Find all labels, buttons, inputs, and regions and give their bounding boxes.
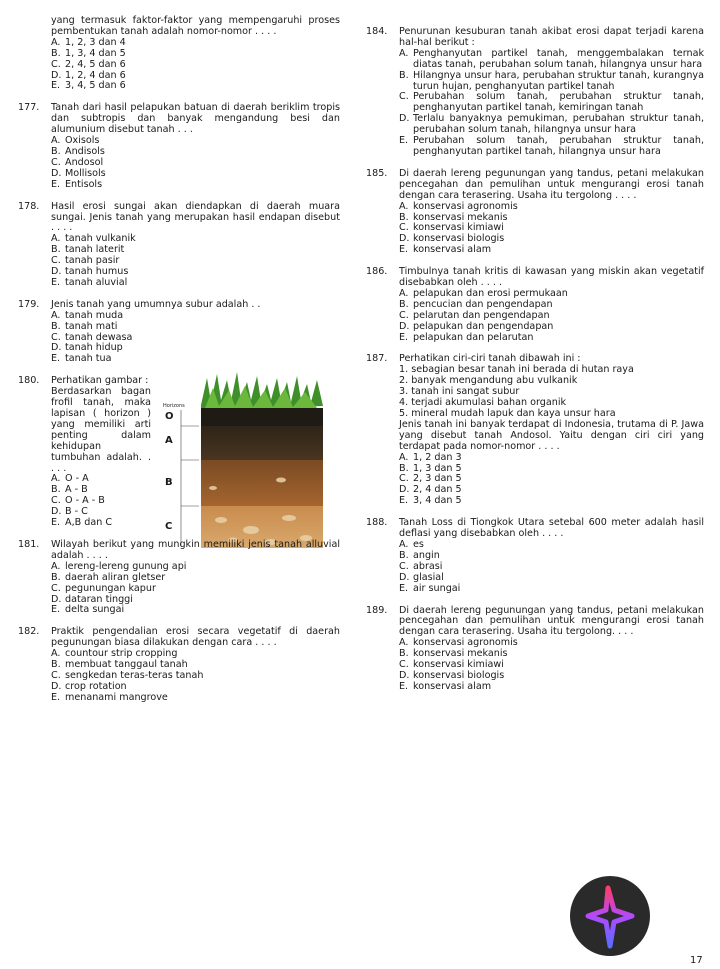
question-179 [18,300,340,365]
option-b[interactable]: B. Hilangnya unsur hara, perubahan struktur tanah, kurangnya turun hujan, penghanyutan partikel tanah [399,69,704,92]
horizon-b-band [201,460,323,506]
question-number: 187. [366,353,388,365]
option-c[interactable]: C. pelarutan dan pengendapan [399,309,550,321]
option-b[interactable]: B. konservasi mekanis [399,211,508,223]
option-c[interactable]: C. Perubahan solum tanah, perubahan struktur tanah, penghanyutan partikel tanah, kemiringan tanah [399,91,704,114]
horizon-label-b: B [165,477,173,489]
option-e[interactable]: E. konservasi alam [399,680,492,692]
option-e[interactable]: E. konservasi alam [399,244,492,256]
option-b[interactable]: B. konservasi mekanis [399,648,508,660]
question-number: 181. [18,538,40,550]
question-stem: Praktik pengendalian erosi secara vegetatif di daerah pegunungan biasa dilakukan dengan cara . . . . [51,626,340,649]
question-number: 185. [366,167,388,179]
option-b[interactable]: B. Andisols [51,145,105,157]
option-e[interactable]: E. Perubahan solum tanah, perubahan struktur tanah, penghanyutan partikel tanah, hilangnya unsur hara [399,135,704,157]
question-stem: Hasil erosi sungai akan diendapkan di daerah muara sungai. Jenis tanah yang merupakan hasil endapan disebut . . . . [51,200,340,234]
question-186 [366,267,704,343]
option-d[interactable]: D. 1, 2, 4 dan 6 [51,69,126,81]
option-c[interactable]: C. tanah pasir [51,255,120,267]
option-a[interactable]: A. konservasi agronomis [399,200,518,212]
characteristic-item: 3. tanah ini sangat subur [399,386,520,398]
option-a[interactable]: A. 1, 2, 3 dan 4 [51,36,126,48]
question-stem: Wilayah berikut yang mungkin memiliki jenis tanah alluvial adalah . . . . [51,538,340,561]
option-c[interactable]: C. 2, 4, 5 dan 6 [51,58,126,70]
option-a[interactable]: A. tanah vulkanik [51,233,136,245]
option-b[interactable]: B. tanah mati [51,320,118,332]
option-b[interactable]: B. angin [399,549,440,561]
option-d[interactable]: D. glasial [399,571,444,583]
soil-profile-illustration [161,370,331,552]
option-d[interactable]: D. crop rotation [51,680,127,692]
question-stem: Timbulnya tanah kritis di kawasan yang miskin akan vegetatif disebabkan oleh . . . . [399,266,704,289]
option-c[interactable]: C. sengkedan teras-teras tanah [51,669,204,681]
option-c[interactable]: C. 2, 3 dan 5 [399,473,462,485]
question-stem: Jenis tanah yang umumnya subur adalah . . [51,298,261,310]
option-a[interactable]: A. lereng-lereng gunung api [51,560,187,572]
option-a[interactable]: A. konservasi agronomis [399,637,518,649]
horizon-a-band [201,426,323,460]
question-177 [18,103,340,190]
question-number: 186. [366,266,388,278]
option-e[interactable]: E. Entisols [51,178,103,190]
question-stem: Penurunan kesuburan tanah akibat erosi dapat terjadi karena hal-hal berikut : [399,26,704,48]
option-d[interactable]: D. B - C [51,506,88,518]
question-number: 180. [18,375,40,387]
question-178 [18,202,340,289]
option-a[interactable]: A. es [399,538,424,550]
question-number: 182. [18,626,40,638]
app-logo [570,876,650,956]
horizon-o-band [201,408,323,426]
sparkle-star-icon [570,876,650,956]
grass-layer [201,372,323,410]
characteristic-item: 2. banyak mengandung abu vulkanik [399,375,578,387]
option-c[interactable]: C. konservasi kimiawi [399,222,504,234]
right-column [366,27,704,693]
question-number: 177. [18,102,40,114]
option-e[interactable]: E. 3, 4, 5 dan 6 [51,80,126,92]
horizon-label-c: C [165,521,173,533]
question-184 [366,27,704,158]
question-stem: Berdasarkan bagan frofil tanah, maka lapisan ( horizon ) yang memiliki arti penting dalam kehidupan tumbuhan adalah. . . . . [51,386,151,474]
question-180 [18,375,340,533]
characteristic-item: 4. terjadi akumulasi bahan organik [399,397,567,409]
question-stem: Perhatikan ciri-ciri tanah dibawah ini : [399,353,581,365]
question-stem-continued: Jenis tanah ini banyak terdapat di Indonesia, trutama di P. Jawa yang disebut tanah Andosol. Yaitu dengan ciri ciri yang terdapat pada nomor-nomor . . . . [399,418,704,452]
option-a[interactable]: A. Penghanyutan partikel tanah, menggembalakan ternak diatas tanah, perubahan solum tanah, hilangnya unsur hara [399,47,704,70]
question-stem: yang termasuk faktor-faktor yang mempengaruhi proses pembentukan tanah adalah nomor-nomor . . . . [51,15,340,37]
question-stem: Di daerah lereng pegunungan yang tandus, petani melakukan pencegahan dan pemulihan untuk mengurangi erosi tanah dengan cara terasering. Usaha itu tergolong . . . . [399,167,704,201]
question-number: 188. [366,517,388,529]
soil-profile-figure [161,370,331,552]
question-stem: Tanah dari hasil pelapukan batuan di daerah beriklim tropis dan subtropis dan banyak mengandung besi dan alumunium disebut tanah . . . [51,102,340,136]
option-d[interactable]: D. Terlalu banyaknya pemukiman, perubahan struktur tanah, perubahan solum tanah, hilangnya unsur hara [399,113,704,136]
option-a[interactable]: A. 1, 2 dan 3 [399,451,462,463]
option-b[interactable]: B. tanah laterit [51,244,125,256]
option-b[interactable]: B. 1, 3, 4 dan 5 [51,47,126,59]
option-b[interactable]: B. membuat tanggaul tanah [51,659,188,671]
option-d[interactable]: D. konservasi biologis [399,669,505,681]
option-e[interactable]: E. air sungai [399,582,461,594]
option-e[interactable]: E. A,B dan C [51,517,113,529]
option-d[interactable]: D. tanah hidup [51,342,123,354]
option-e[interactable]: E. 3, 4 dan 5 [399,495,462,507]
option-d[interactable]: D. dataran tinggi [51,593,133,605]
question-number: 189. [366,604,388,616]
option-a[interactable]: A. Oxisols [51,135,100,147]
question-185 [366,169,704,256]
horizons-heading: Horizons [163,403,185,410]
option-e[interactable]: E. tanah aluvial [51,276,128,288]
option-c[interactable]: C. O - A - B [51,495,105,507]
question-189 [366,606,704,693]
question-number: 179. [18,298,40,310]
question-187 [366,354,704,507]
option-c[interactable]: C. Andosol [51,156,104,168]
option-c[interactable]: C. abrasi [399,560,443,572]
option-b[interactable]: B. 1, 3 dan 5 [399,462,462,474]
option-d[interactable]: D. tanah humus [51,266,129,278]
option-d[interactable]: D. 2, 4 dan 5 [399,484,462,496]
left-column [18,16,340,704]
option-b[interactable]: B. pencucian dan pengendapan [399,298,553,310]
option-e[interactable]: E. menanami mangrove [51,691,168,703]
option-a[interactable]: A. O - A [51,473,89,485]
option-a[interactable]: A. pelapukan dan erosi permukaan [399,287,568,299]
question-stem: Tanah Loss di Tiongkok Utara setebal 600 meter adalah hasil deflasi yang disebabkan oleh . . . . [399,517,704,540]
question-182 [18,627,340,703]
question-number: 184. [366,26,388,37]
option-c[interactable]: C. pegunungan kapur [51,582,156,594]
horizon-label-o: O [165,411,174,423]
option-a[interactable]: A. countour strip cropping [51,648,178,660]
option-a[interactable]: A. tanah muda [51,309,124,321]
horizon-label-a: A [165,435,173,447]
question-188 [366,518,704,594]
option-c[interactable]: C. tanah dewasa [51,331,133,343]
option-d[interactable]: D. pelapukan dan pengendapan [399,320,554,332]
option-d[interactable]: D. konservasi biologis [399,233,505,245]
option-b[interactable]: B. A - B [51,484,88,496]
question-stem-line1: Perhatikan gambar : [51,375,149,387]
question-181 [18,540,340,616]
question-176-continued [18,16,340,92]
characteristic-item: 5. mineral mudah lapuk dan kaya unsur hara [399,408,616,419]
option-d[interactable]: D. Mollisols [51,167,106,179]
question-stem: Di daerah lereng pegunungan yang tandus, petani melakukan pencegahan dan pemulihan untuk mengurangi erosi tanah dengan cara terasering. Usaha itu tergolong. . . . [399,604,704,638]
characteristic-item: 1. sebagian besar tanah ini berada di hutan raya [399,364,634,376]
question-number: 178. [18,200,40,212]
page-number: 17 [690,955,703,966]
option-b[interactable]: B. daerah aliran gletser [51,571,166,583]
option-e[interactable]: E. pelapukan dan pelarutan [399,331,534,343]
option-e[interactable]: E. tanah tua [51,353,112,365]
horizon-scale [181,410,199,546]
option-c[interactable]: C. konservasi kimiawi [399,659,504,671]
option-e[interactable]: E. delta sungai [51,604,125,616]
